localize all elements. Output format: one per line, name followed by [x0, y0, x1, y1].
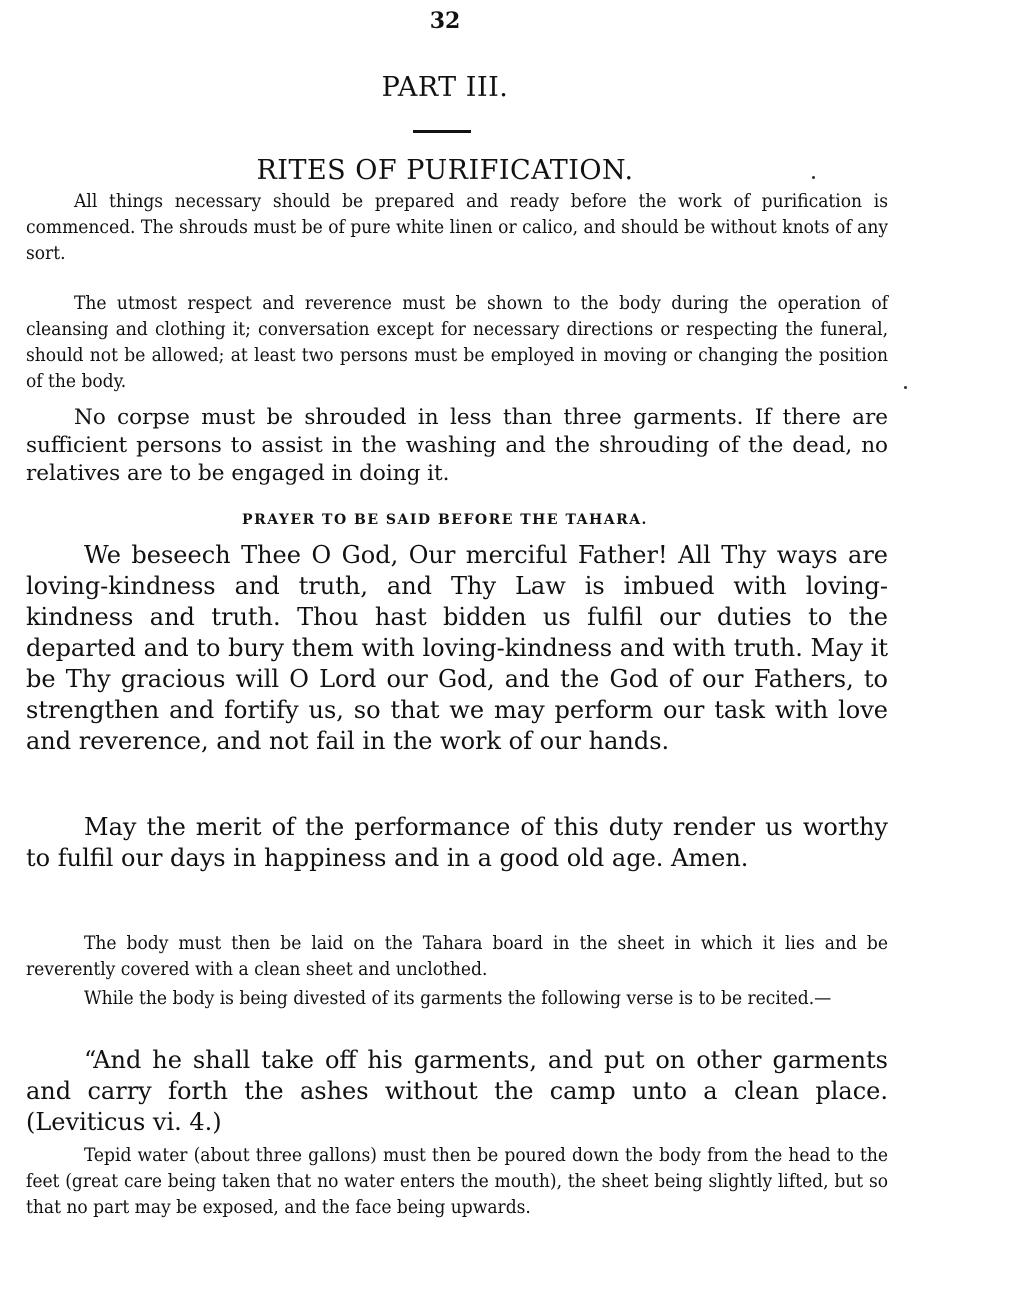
instruction-washing: Tepid water (about three gallons) must then be poured down the body from the head to the feet (great care being taken that no water enters the mouth), the sheet being slightly lifted, but so that no part may be exposed, and the face being upwards.	[26, 1144, 888, 1218]
prayer-paragraph-1: We beseech Thee O God, Our merciful Father! All Thy ways are loving-kindness and truth, and Thy Law is imbued with loving-kindness and truth. Thou hast bidden us fulfil our duties to the departed and to bury them with loving-kindness and with truth. May it be Thy gracious will O Lord our God, and the God of our Fathers, to strengthen and fortify us, so that we may perform our task with love and reverence, and not fail in the work of our hands.	[26, 541, 888, 755]
paragraph-respect: The utmost respect and reverence must be shown to the body during the operation of cleansing and clothing it; conversation except for necessary directions or respecting the funeral, should not be allowed; at least two persons must be employed in moving or changing the position of the body.	[26, 292, 888, 392]
title-rule	[413, 130, 471, 133]
instruction-divesting: While the body is being divested of its garments the following verse is to be recited.—	[84, 987, 832, 1009]
part-title: PART III.	[381, 72, 509, 103]
paragraph-preparation: All things necessary should be prepared and ready before the work of purification is commenced. The shrouds must be of pure white linen or calico, and should be without knots of any sort.	[26, 190, 888, 264]
instruction-laying: The body must then be laid on the Tahara board in the sheet in which it lies and be reverently covered with a clean sheet and unclothed.	[26, 932, 888, 980]
speck	[812, 176, 815, 179]
section-title: RITES OF PURIFICATION.	[256, 155, 634, 186]
prayer-heading: PRAYER TO BE SAID BEFORE THE TAHARA.	[242, 512, 648, 528]
page-number: 32	[429, 8, 461, 34]
paragraph-garments: No corpse must be shrouded in less than three garments. If there are sufficient persons to assist in the washing and the shrouding of the dead, no relatives are to be engaged in doing it.	[26, 405, 888, 486]
speck	[904, 386, 907, 389]
prayer-paragraph-2: May the merit of the performance of this duty render us worthy to fulfil our days in happiness and in a good old age. Amen.	[26, 813, 888, 872]
leviticus-verse: “And he shall take off his garments, and put on other garments and carry forth the ashes without the camp unto a clean place. (Leviticus vi. 4.)	[26, 1046, 888, 1136]
